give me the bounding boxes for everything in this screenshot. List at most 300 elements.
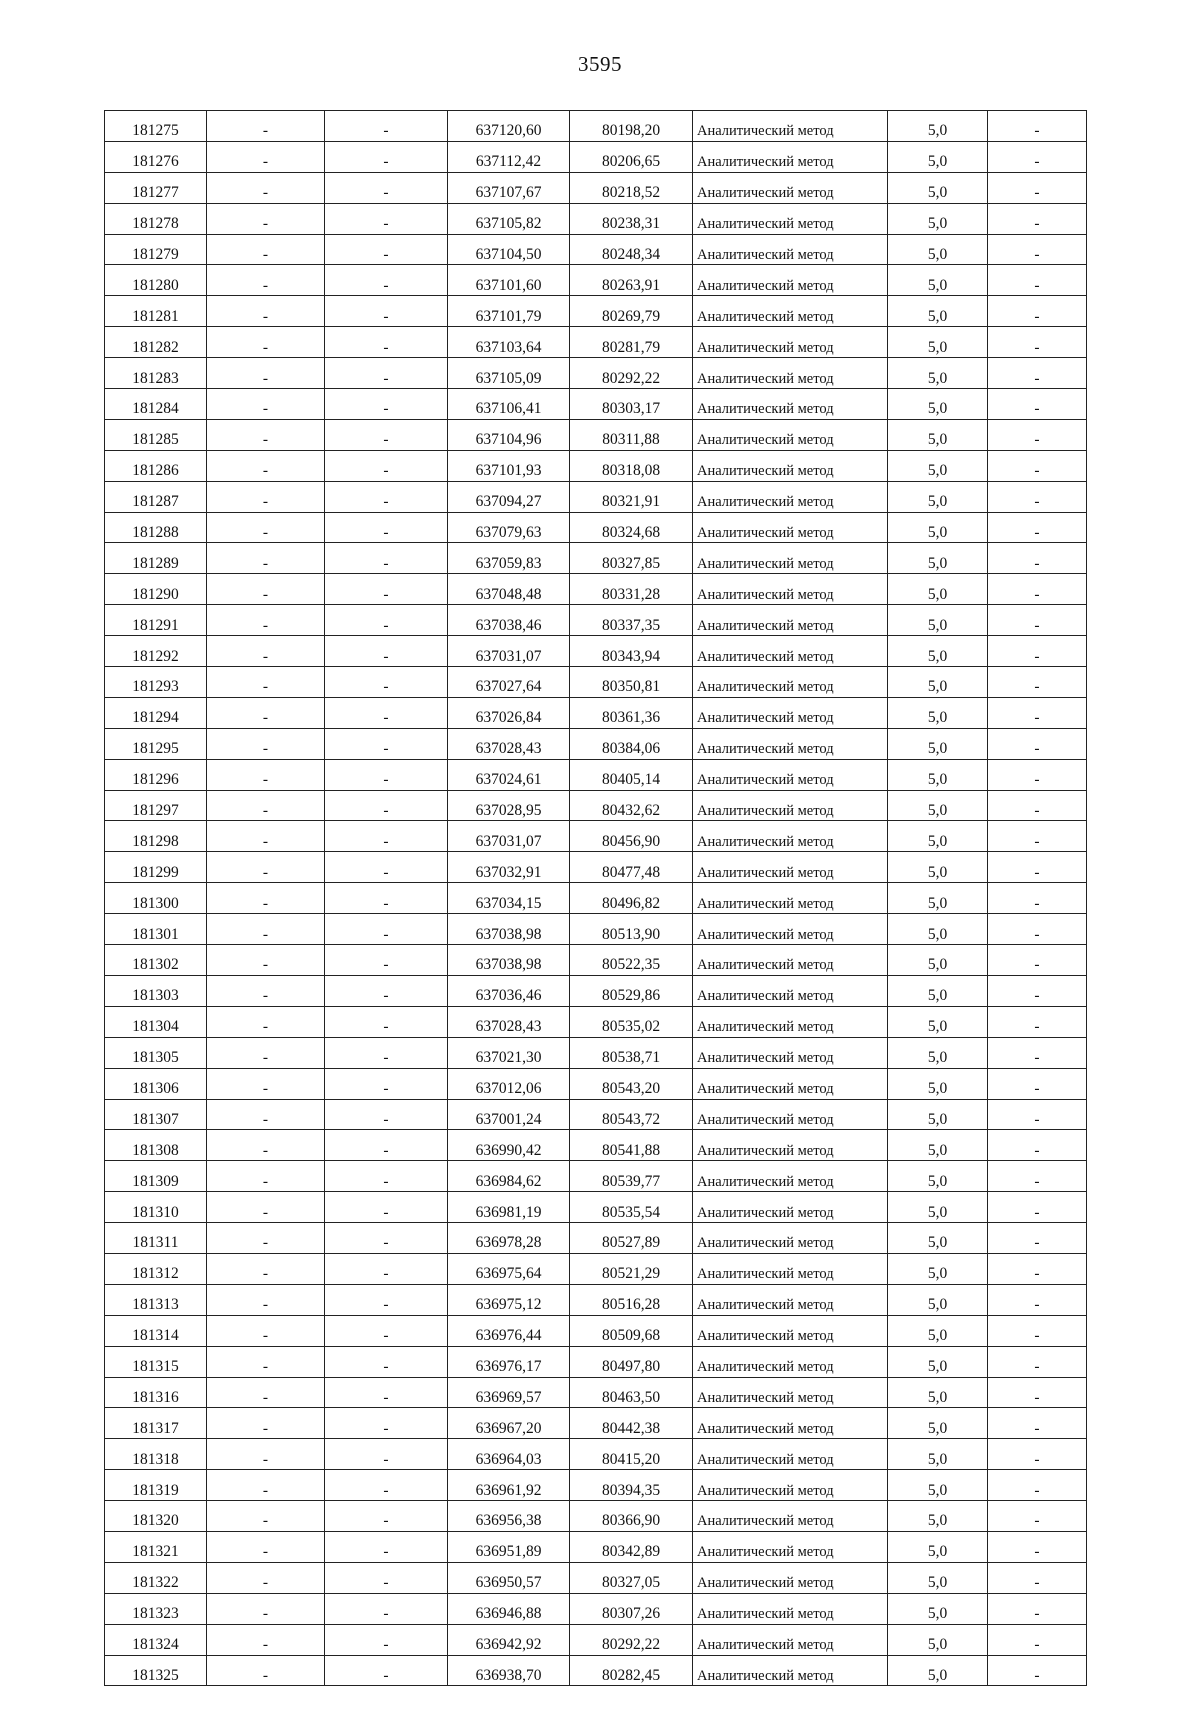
y-coordinate-cell: 80324,68 (570, 512, 693, 543)
point-number-cell: 181319 (105, 1470, 207, 1501)
x-coordinate-cell: 637104,50 (448, 234, 570, 265)
point-number-cell: 181282 (105, 327, 207, 358)
x-coordinate-cell: 636969,57 (448, 1377, 570, 1408)
column-3-cell: - (325, 1037, 448, 1068)
x-coordinate-cell: 637104,96 (448, 419, 570, 450)
column-3-cell: - (325, 697, 448, 728)
method-cell: Аналитический метод (693, 111, 888, 142)
column-3-cell: - (325, 1068, 448, 1099)
column-8-cell: - (988, 728, 1087, 759)
x-coordinate-cell: 636961,92 (448, 1470, 570, 1501)
column-8-cell: - (988, 172, 1087, 203)
column-2-cell: - (207, 358, 325, 389)
column-2-cell: - (207, 1377, 325, 1408)
column-2-cell: - (207, 1346, 325, 1377)
y-coordinate-cell: 80350,81 (570, 667, 693, 698)
table-row (105, 574, 1087, 605)
point-number-cell: 181322 (105, 1562, 207, 1593)
accuracy-cell: 5,0 (888, 1624, 988, 1655)
table-row (105, 111, 1087, 142)
column-2-cell: - (207, 203, 325, 234)
column-2-cell: - (207, 975, 325, 1006)
point-number-cell: 181289 (105, 543, 207, 574)
point-number-cell: 181325 (105, 1655, 207, 1686)
y-coordinate-cell: 80432,62 (570, 790, 693, 821)
accuracy-cell: 5,0 (888, 728, 988, 759)
column-8-cell: - (988, 852, 1087, 883)
y-coordinate-cell: 80535,54 (570, 1192, 693, 1223)
y-coordinate-cell: 80303,17 (570, 389, 693, 420)
table-row (105, 141, 1087, 172)
x-coordinate-cell: 636956,38 (448, 1501, 570, 1532)
table-row (105, 728, 1087, 759)
accuracy-cell: 5,0 (888, 1006, 988, 1037)
x-coordinate-cell: 637107,67 (448, 172, 570, 203)
x-coordinate-cell: 637028,43 (448, 1006, 570, 1037)
point-number-cell: 181302 (105, 945, 207, 976)
table-row (105, 450, 1087, 481)
method-cell: Аналитический метод (693, 975, 888, 1006)
column-8-cell: - (988, 605, 1087, 636)
table-row (105, 759, 1087, 790)
y-coordinate-cell: 80415,20 (570, 1439, 693, 1470)
column-8-cell: - (988, 327, 1087, 358)
column-2-cell: - (207, 759, 325, 790)
accuracy-cell: 5,0 (888, 358, 988, 389)
column-8-cell: - (988, 1470, 1087, 1501)
column-3-cell: - (325, 1501, 448, 1532)
column-3-cell: - (325, 975, 448, 1006)
table-row (105, 1501, 1087, 1532)
accuracy-cell: 5,0 (888, 1346, 988, 1377)
table-row (105, 543, 1087, 574)
column-8-cell: - (988, 574, 1087, 605)
x-coordinate-cell: 637038,98 (448, 945, 570, 976)
point-number-cell: 181314 (105, 1315, 207, 1346)
column-8-cell: - (988, 419, 1087, 450)
column-2-cell: - (207, 1315, 325, 1346)
table-row (105, 1161, 1087, 1192)
x-coordinate-cell: 637032,91 (448, 852, 570, 883)
point-number-cell: 181276 (105, 141, 207, 172)
point-number-cell: 181317 (105, 1408, 207, 1439)
y-coordinate-cell: 80496,82 (570, 883, 693, 914)
point-number-cell: 181298 (105, 821, 207, 852)
method-cell: Аналитический метод (693, 1501, 888, 1532)
column-2-cell: - (207, 327, 325, 358)
point-number-cell: 181293 (105, 667, 207, 698)
y-coordinate-cell: 80343,94 (570, 636, 693, 667)
method-cell: Аналитический метод (693, 1223, 888, 1254)
point-number-cell: 181275 (105, 111, 207, 142)
method-cell: Аналитический метод (693, 389, 888, 420)
accuracy-cell: 5,0 (888, 327, 988, 358)
y-coordinate-cell: 80292,22 (570, 1624, 693, 1655)
x-coordinate-cell: 636990,42 (448, 1130, 570, 1161)
column-3-cell: - (325, 111, 448, 142)
table-row (105, 327, 1087, 358)
point-number-cell: 181279 (105, 234, 207, 265)
accuracy-cell: 5,0 (888, 1408, 988, 1439)
y-coordinate-cell: 80366,90 (570, 1501, 693, 1532)
y-coordinate-cell: 80456,90 (570, 821, 693, 852)
table-row (105, 265, 1087, 296)
column-8-cell: - (988, 945, 1087, 976)
column-2-cell: - (207, 1624, 325, 1655)
accuracy-cell: 5,0 (888, 605, 988, 636)
column-3-cell: - (325, 1377, 448, 1408)
column-3-cell: - (325, 419, 448, 450)
method-cell: Аналитический метод (693, 419, 888, 450)
column-8-cell: - (988, 636, 1087, 667)
x-coordinate-cell: 636951,89 (448, 1531, 570, 1562)
accuracy-cell: 5,0 (888, 450, 988, 481)
column-8-cell: - (988, 141, 1087, 172)
column-3-cell: - (325, 1439, 448, 1470)
column-8-cell: - (988, 265, 1087, 296)
point-number-cell: 181320 (105, 1501, 207, 1532)
point-number-cell: 181299 (105, 852, 207, 883)
column-3-cell: - (325, 574, 448, 605)
column-8-cell: - (988, 1192, 1087, 1223)
column-2-cell: - (207, 1501, 325, 1532)
point-number-cell: 181292 (105, 636, 207, 667)
column-2-cell: - (207, 1006, 325, 1037)
column-8-cell: - (988, 1501, 1087, 1532)
method-cell: Аналитический метод (693, 1253, 888, 1284)
column-3-cell: - (325, 543, 448, 574)
accuracy-cell: 5,0 (888, 1099, 988, 1130)
method-cell: Аналитический метод (693, 296, 888, 327)
method-cell: Аналитический метод (693, 1099, 888, 1130)
table-row (105, 1562, 1087, 1593)
point-number-cell: 181300 (105, 883, 207, 914)
column-8-cell: - (988, 697, 1087, 728)
method-cell: Аналитический метод (693, 605, 888, 636)
accuracy-cell: 5,0 (888, 543, 988, 574)
table-row (105, 821, 1087, 852)
method-cell: Аналитический метод (693, 1192, 888, 1223)
method-cell: Аналитический метод (693, 512, 888, 543)
column-2-cell: - (207, 697, 325, 728)
x-coordinate-cell: 637036,46 (448, 975, 570, 1006)
accuracy-cell: 5,0 (888, 759, 988, 790)
column-8-cell: - (988, 1562, 1087, 1593)
method-cell: Аналитический метод (693, 450, 888, 481)
x-coordinate-cell: 637038,98 (448, 914, 570, 945)
y-coordinate-cell: 80394,35 (570, 1470, 693, 1501)
point-number-cell: 181301 (105, 914, 207, 945)
method-cell: Аналитический метод (693, 1531, 888, 1562)
point-number-cell: 181291 (105, 605, 207, 636)
column-8-cell: - (988, 1099, 1087, 1130)
column-8-cell: - (988, 667, 1087, 698)
point-number-cell: 181294 (105, 697, 207, 728)
method-cell: Аналитический метод (693, 883, 888, 914)
column-8-cell: - (988, 1655, 1087, 1686)
coordinates-table (104, 110, 1087, 1686)
method-cell: Аналитический метод (693, 1284, 888, 1315)
x-coordinate-cell: 637001,24 (448, 1099, 570, 1130)
column-8-cell: - (988, 1439, 1087, 1470)
column-8-cell: - (988, 1284, 1087, 1315)
accuracy-cell: 5,0 (888, 111, 988, 142)
y-coordinate-cell: 80539,77 (570, 1161, 693, 1192)
y-coordinate-cell: 80331,28 (570, 574, 693, 605)
y-coordinate-cell: 80541,88 (570, 1130, 693, 1161)
table-row (105, 1408, 1087, 1439)
point-number-cell: 181311 (105, 1223, 207, 1254)
table-row (105, 605, 1087, 636)
column-2-cell: - (207, 945, 325, 976)
y-coordinate-cell: 80327,05 (570, 1562, 693, 1593)
column-8-cell: - (988, 512, 1087, 543)
accuracy-cell: 5,0 (888, 1531, 988, 1562)
column-2-cell: - (207, 914, 325, 945)
column-2-cell: - (207, 1253, 325, 1284)
column-8-cell: - (988, 234, 1087, 265)
accuracy-cell: 5,0 (888, 1037, 988, 1068)
method-cell: Аналитический метод (693, 1624, 888, 1655)
method-cell: Аналитический метод (693, 1377, 888, 1408)
method-cell: Аналитический метод (693, 234, 888, 265)
column-8-cell: - (988, 821, 1087, 852)
accuracy-cell: 5,0 (888, 1470, 988, 1501)
point-number-cell: 181295 (105, 728, 207, 759)
point-number-cell: 181290 (105, 574, 207, 605)
table-row (105, 1655, 1087, 1686)
point-number-cell: 181313 (105, 1284, 207, 1315)
column-3-cell: - (325, 234, 448, 265)
y-coordinate-cell: 80218,52 (570, 172, 693, 203)
column-3-cell: - (325, 790, 448, 821)
accuracy-cell: 5,0 (888, 234, 988, 265)
x-coordinate-cell: 637024,61 (448, 759, 570, 790)
x-coordinate-cell: 637112,42 (448, 141, 570, 172)
y-coordinate-cell: 80442,38 (570, 1408, 693, 1439)
y-coordinate-cell: 80477,48 (570, 852, 693, 883)
accuracy-cell: 5,0 (888, 1562, 988, 1593)
column-3-cell: - (325, 389, 448, 420)
point-number-cell: 181305 (105, 1037, 207, 1068)
x-coordinate-cell: 637106,41 (448, 389, 570, 420)
x-coordinate-cell: 636975,12 (448, 1284, 570, 1315)
y-coordinate-cell: 80521,29 (570, 1253, 693, 1284)
accuracy-cell: 5,0 (888, 419, 988, 450)
y-coordinate-cell: 80529,86 (570, 975, 693, 1006)
y-coordinate-cell: 80342,89 (570, 1531, 693, 1562)
table-row (105, 1130, 1087, 1161)
point-number-cell: 181316 (105, 1377, 207, 1408)
column-2-cell: - (207, 605, 325, 636)
y-coordinate-cell: 80535,02 (570, 1006, 693, 1037)
table-row (105, 1223, 1087, 1254)
table-row (105, 1346, 1087, 1377)
column-3-cell: - (325, 203, 448, 234)
column-2-cell: - (207, 728, 325, 759)
y-coordinate-cell: 80384,06 (570, 728, 693, 759)
y-coordinate-cell: 80269,79 (570, 296, 693, 327)
method-cell: Аналитический метод (693, 821, 888, 852)
column-2-cell: - (207, 1130, 325, 1161)
y-coordinate-cell: 80198,20 (570, 111, 693, 142)
column-8-cell: - (988, 1377, 1087, 1408)
method-cell: Аналитический метод (693, 1068, 888, 1099)
table-body (105, 111, 1087, 1686)
column-3-cell: - (325, 728, 448, 759)
method-cell: Аналитический метод (693, 636, 888, 667)
x-coordinate-cell: 636984,62 (448, 1161, 570, 1192)
column-3-cell: - (325, 1531, 448, 1562)
column-8-cell: - (988, 1006, 1087, 1037)
x-coordinate-cell: 637034,15 (448, 883, 570, 914)
column-2-cell: - (207, 1439, 325, 1470)
table-row (105, 1624, 1087, 1655)
column-3-cell: - (325, 636, 448, 667)
y-coordinate-cell: 80337,35 (570, 605, 693, 636)
table-row (105, 945, 1087, 976)
accuracy-cell: 5,0 (888, 1377, 988, 1408)
column-2-cell: - (207, 667, 325, 698)
column-8-cell: - (988, 111, 1087, 142)
accuracy-cell: 5,0 (888, 389, 988, 420)
column-8-cell: - (988, 203, 1087, 234)
point-number-cell: 181283 (105, 358, 207, 389)
column-3-cell: - (325, 172, 448, 203)
method-cell: Аналитический метод (693, 172, 888, 203)
accuracy-cell: 5,0 (888, 790, 988, 821)
accuracy-cell: 5,0 (888, 1192, 988, 1223)
page-number: 3595 (578, 52, 622, 76)
x-coordinate-cell: 637048,48 (448, 574, 570, 605)
point-number-cell: 181304 (105, 1006, 207, 1037)
column-2-cell: - (207, 419, 325, 450)
column-2-cell: - (207, 883, 325, 914)
x-coordinate-cell: 637094,27 (448, 481, 570, 512)
method-cell: Аналитический метод (693, 327, 888, 358)
column-2-cell: - (207, 389, 325, 420)
y-coordinate-cell: 80281,79 (570, 327, 693, 358)
column-3-cell: - (325, 1470, 448, 1501)
table-row (105, 1531, 1087, 1562)
column-2-cell: - (207, 296, 325, 327)
y-coordinate-cell: 80543,20 (570, 1068, 693, 1099)
x-coordinate-cell: 636967,20 (448, 1408, 570, 1439)
accuracy-cell: 5,0 (888, 1068, 988, 1099)
x-coordinate-cell: 637101,60 (448, 265, 570, 296)
column-3-cell: - (325, 1006, 448, 1037)
table-row (105, 1315, 1087, 1346)
column-3-cell: - (325, 296, 448, 327)
table-row (105, 1439, 1087, 1470)
column-3-cell: - (325, 821, 448, 852)
accuracy-cell: 5,0 (888, 1655, 988, 1686)
column-3-cell: - (325, 1161, 448, 1192)
y-coordinate-cell: 80238,31 (570, 203, 693, 234)
table-row (105, 883, 1087, 914)
column-2-cell: - (207, 574, 325, 605)
x-coordinate-cell: 637120,60 (448, 111, 570, 142)
x-coordinate-cell: 637101,93 (448, 450, 570, 481)
accuracy-cell: 5,0 (888, 636, 988, 667)
column-2-cell: - (207, 1284, 325, 1315)
accuracy-cell: 5,0 (888, 1315, 988, 1346)
column-3-cell: - (325, 914, 448, 945)
method-cell: Аналитический метод (693, 358, 888, 389)
column-8-cell: - (988, 1531, 1087, 1562)
column-2-cell: - (207, 1192, 325, 1223)
x-coordinate-cell: 637038,46 (448, 605, 570, 636)
method-cell: Аналитический метод (693, 1562, 888, 1593)
x-coordinate-cell: 637059,83 (448, 543, 570, 574)
point-number-cell: 181312 (105, 1253, 207, 1284)
column-3-cell: - (325, 358, 448, 389)
x-coordinate-cell: 637026,84 (448, 697, 570, 728)
table-row (105, 790, 1087, 821)
table-row (105, 1377, 1087, 1408)
table-row (105, 1099, 1087, 1130)
column-2-cell: - (207, 481, 325, 512)
point-number-cell: 181321 (105, 1531, 207, 1562)
method-cell: Аналитический метод (693, 1655, 888, 1686)
column-8-cell: - (988, 1253, 1087, 1284)
x-coordinate-cell: 636978,28 (448, 1223, 570, 1254)
point-number-cell: 181310 (105, 1192, 207, 1223)
column-2-cell: - (207, 790, 325, 821)
point-number-cell: 181296 (105, 759, 207, 790)
column-2-cell: - (207, 1161, 325, 1192)
column-2-cell: - (207, 1531, 325, 1562)
column-2-cell: - (207, 852, 325, 883)
point-number-cell: 181306 (105, 1068, 207, 1099)
x-coordinate-cell: 636964,03 (448, 1439, 570, 1470)
table-row (105, 172, 1087, 203)
column-3-cell: - (325, 1655, 448, 1686)
column-8-cell: - (988, 358, 1087, 389)
column-3-cell: - (325, 1408, 448, 1439)
column-2-cell: - (207, 1593, 325, 1624)
method-cell: Аналитический метод (693, 914, 888, 945)
point-number-cell: 181315 (105, 1346, 207, 1377)
column-3-cell: - (325, 883, 448, 914)
column-3-cell: - (325, 1253, 448, 1284)
accuracy-cell: 5,0 (888, 512, 988, 543)
column-2-cell: - (207, 234, 325, 265)
accuracy-cell: 5,0 (888, 975, 988, 1006)
column-8-cell: - (988, 1346, 1087, 1377)
accuracy-cell: 5,0 (888, 141, 988, 172)
y-coordinate-cell: 80321,91 (570, 481, 693, 512)
method-cell: Аналитический метод (693, 543, 888, 574)
column-8-cell: - (988, 759, 1087, 790)
accuracy-cell: 5,0 (888, 1253, 988, 1284)
column-8-cell: - (988, 1068, 1087, 1099)
column-2-cell: - (207, 1037, 325, 1068)
accuracy-cell: 5,0 (888, 667, 988, 698)
accuracy-cell: 5,0 (888, 1439, 988, 1470)
point-number-cell: 181284 (105, 389, 207, 420)
y-coordinate-cell: 80522,35 (570, 945, 693, 976)
column-8-cell: - (988, 1624, 1087, 1655)
column-3-cell: - (325, 605, 448, 636)
point-number-cell: 181309 (105, 1161, 207, 1192)
accuracy-cell: 5,0 (888, 852, 988, 883)
method-cell: Аналитический метод (693, 728, 888, 759)
y-coordinate-cell: 80248,34 (570, 234, 693, 265)
y-coordinate-cell: 80263,91 (570, 265, 693, 296)
method-cell: Аналитический метод (693, 141, 888, 172)
point-number-cell: 181297 (105, 790, 207, 821)
